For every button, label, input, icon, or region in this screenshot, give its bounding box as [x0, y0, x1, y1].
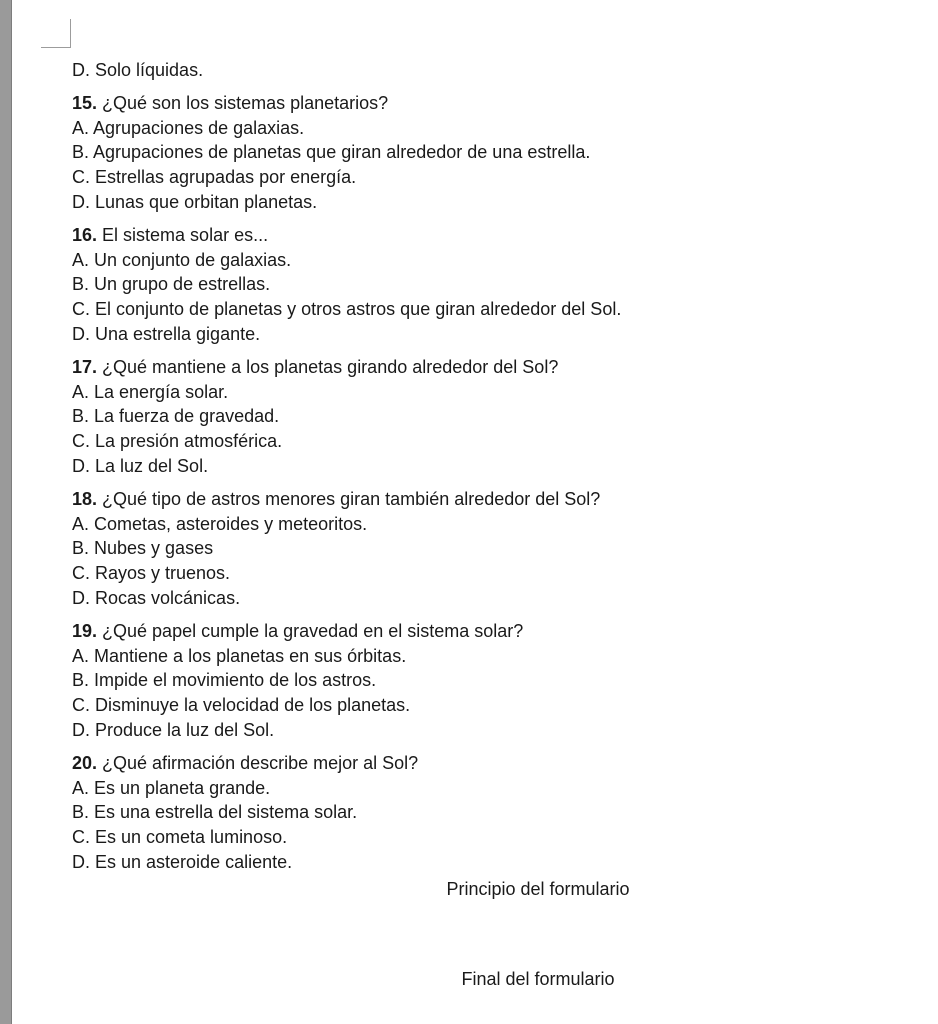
answer-option: B. Agrupaciones de planetas que giran alrededor de una estrella.: [72, 142, 591, 163]
answer-option: B. La fuerza de gravedad.: [72, 406, 280, 427]
question-19: [72, 619, 912, 743]
answer-option: D. La luz del Sol.: [72, 455, 209, 476]
answer-option: A. Es un planeta grande.: [72, 777, 271, 798]
previous-option: D. Solo líquidas.: [72, 60, 204, 80]
question-heading: [72, 355, 912, 380]
question-number: 16.: [72, 224, 98, 245]
answer-option: B. Impide el movimiento de los astros.: [72, 670, 377, 691]
question-text: ¿Qué tipo de astros menores giran también alrededor del Sol?: [97, 488, 601, 509]
answer-option: C. Estrellas agrupadas por energía.: [72, 167, 357, 188]
question-heading: [72, 91, 912, 116]
question-15: [72, 91, 912, 215]
question-text: ¿Qué afirmación describe mejor al Sol?: [97, 752, 419, 773]
question-18: [72, 487, 912, 611]
question-text: ¿Qué mantiene a los planetas girando alrededor del Sol?: [97, 356, 559, 377]
question-heading: [72, 619, 912, 644]
question-text: ¿Qué papel cumple la gravedad en el sistema solar?: [97, 620, 524, 641]
question-number: 20.: [72, 752, 98, 773]
question-20: [72, 751, 912, 875]
answer-option: D. Una estrella gigante.: [72, 323, 261, 344]
answer-option: D. Produce la luz del Sol.: [72, 719, 275, 740]
question-number: 19.: [72, 620, 98, 641]
question-number: 18.: [72, 488, 98, 509]
form-start-marker: Principio del formulario: [446, 879, 630, 899]
question-text: El sistema solar es...: [97, 224, 269, 245]
question-16: [72, 223, 912, 347]
answer-option: D. Rocas volcánicas.: [72, 587, 241, 608]
question-text: ¿Qué son los sistemas planetarios?: [97, 92, 389, 113]
answer-option: B. Un grupo de estrellas.: [72, 274, 271, 295]
question-number: 15.: [72, 92, 98, 113]
question-17: [72, 355, 912, 479]
answer-option: A. Agrupaciones de galaxias.: [72, 117, 305, 138]
answer-option: D. Es un asteroide caliente.: [72, 851, 293, 872]
answer-option: A. La energía solar.: [72, 381, 229, 402]
page-corner-mark: [41, 47, 71, 48]
document-body: [72, 58, 912, 875]
answer-option: C. Disminuye la velocidad de los planetas.: [72, 695, 411, 716]
answer-option: A. Mantiene a los planetas en sus órbitas.: [72, 645, 407, 666]
form-end-marker: Final del formulario: [461, 969, 615, 989]
question-heading: [72, 751, 912, 776]
question-heading: [72, 487, 912, 512]
answer-option: D. Lunas que orbitan planetas.: [72, 191, 318, 212]
answer-option: C. La presión atmosférica.: [72, 431, 283, 452]
answer-option: B. Nubes y gases: [72, 538, 214, 559]
answer-option: B. Es una estrella del sistema solar.: [72, 802, 358, 823]
answer-option: C. Rayos y truenos.: [72, 563, 231, 584]
answer-option: C. El conjunto de planetas y otros astros que giran alrededor del Sol.: [72, 299, 622, 320]
question-number: 17.: [72, 356, 98, 377]
answer-option: C. Es un cometa luminoso.: [72, 827, 288, 848]
question-heading: [72, 223, 912, 248]
answer-option: A. Un conjunto de galaxias.: [72, 249, 292, 270]
page-corner-mark: [70, 19, 71, 48]
window-left-edge: [0, 0, 12, 1024]
answer-option: A. Cometas, asteroides y meteoritos.: [72, 513, 368, 534]
